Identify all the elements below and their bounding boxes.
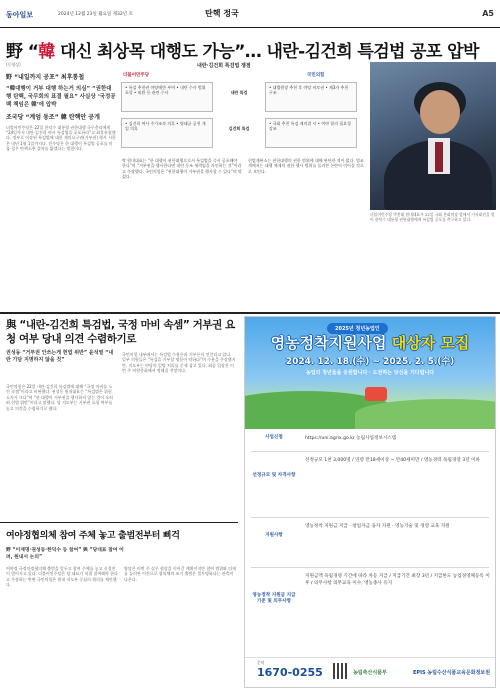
diagram-label-right: 국민의힘 — [307, 73, 325, 78]
article-left-column — [6, 62, 116, 151]
article-body-right: 헌법재판소는 권한대행의 권한 범위에 대해 판단한 적이 없다. 법조계에서는 대행 체제의 권한 행사 범위를 둘러싼 논란이 이어질 것으로 보인다. — [248, 158, 364, 174]
headline-highlight: 韓 — [38, 42, 55, 62]
phone-number[interactable]: 1670-0255 — [257, 666, 323, 679]
ad-row-criteria: 영농정착 지원금 지급기준 및 의무사항 지원금액 독립경영 기간에 따라 차등 지급 / 지급기간 최장 3년 / 지급한도 농업경영체등록 이후 / 의무사항 의무교육 이수, 영농종사 유지 — [252, 574, 490, 604]
ad-divider — [251, 451, 489, 452]
subheadline-1: 野 “내일까지 공포” 최후통첩 — [6, 74, 85, 81]
epis-logo: EPIS 농림수산식품교육문화정보원 — [413, 670, 491, 676]
tractor-icon — [365, 387, 387, 401]
diagram-box-2: • 대법원장 추천 후 야당 비토권 • 제3자 추천 구조 — [265, 82, 357, 112]
ad-divider — [251, 567, 489, 568]
diagram-label-left: 더불어민주당 — [123, 73, 150, 78]
ad-title: 영농정착지원사업 대상자 모집 — [270, 334, 470, 352]
newspaper-logo: 동아일보 — [6, 11, 34, 19]
main-headline: 野 “韓 대신 최상목 대행도 가능”… 내란-김건희 특검법 공포 압박 — [6, 42, 479, 62]
ad-pill: 2025년 청년농업인 — [327, 323, 388, 334]
issue-date: 2024년 12월 23일 월요일 제32년 호 — [58, 12, 133, 17]
article-body-left: 더불어민주당은 22일 한덕수 대통령 권한대행 국무총리에게 “24일까지 내란·김건희 여사 특검법을 공포하라”고 최후통첩했다. 정부로 이송된 특검법에 대한 재의요구권(거부권) 행사 시한은 내년 1월 1일까지다. 민주당은 한 대행이 특검법 공포를 미룰 경우 탄핵소추 절차를 밟겠다는 방침이다. — [6, 125, 116, 151]
article2-subheadline: 권성동 “거부권 안쓰는게 헌법 위반” 윤석열 “내란 가담 지명하지 않을 것” — [6, 350, 114, 363]
article3-body-2: 양당은 이번 주 실무 협상을 이어갈 계획이지만 참여 범위와 의제를 둘러싼 이견으로 협의체의 조기 출범은 불투명하다는 관측이 나온다. — [124, 566, 236, 582]
field-hill-right — [355, 399, 495, 429]
article-divider — [0, 522, 238, 523]
article3-headline: 여야정협의체 참여 주체 놓고 출범전부터 삐걱 — [6, 531, 180, 541]
diagram-title: 내란·김건희 특검법 쟁점 — [197, 63, 251, 69]
article2-headline: 與 “내란-김건희 특검법, 국정 마비 속셈” 거부권 요청 여부 당내 의견 수렴하기로 — [6, 319, 235, 345]
article2-body-1: 국민의힘은 22일 내란·김건희 특검법에 대해 “국정 마비를 노린 속셈”이라고 비판했다. 권성동 원내대표는 “특검법은 위헌 소지가 크다”며 “한 대행이 거부권을 행사하지 않는 것이 오히려 헌법 위반”이라고 말했다. 당 지도부는 거부권 요청 여부를 놓고 의견을 수렴하기로 했다. — [6, 384, 114, 411]
ad-footer — [245, 657, 495, 687]
ad-slogan: 농업의 청년들을 응원합니다 · 도전하는 당신을 기다립니다 — [305, 370, 435, 376]
article3-subheadline: 野 “이재명·권성동·한덕수 등 참여” 與 “당대표 참여 어려, 원내서 논의” — [6, 548, 124, 560]
ad-dates: 2024. 12. 18.(수) ~ 2025. 2. 5.(수) — [285, 357, 455, 367]
section-title: 탄핵 정국 — [205, 9, 239, 18]
subheadline-2: “韓대행이 거부 대행 하는거 의심” “권한대행 탄핵, 국무회의 표결 필요” 사실상 ‘국정공백 책임은 韓’에 압박 — [6, 86, 116, 108]
byline: (동영상) — [6, 62, 21, 67]
photo-face — [420, 90, 460, 134]
advertisement — [244, 316, 496, 688]
masthead — [0, 0, 500, 28]
photo-caption: 더불어민주당 박찬대 원내대표가 22일 국회 본회의장 앞에서 기자회견을 열어 한덕수 대통령 권한대행에게 특검법 공포를 촉구하고 있다. — [370, 212, 495, 222]
page-number: A5 — [482, 9, 494, 18]
ministry-logo: 농림축산식품부 — [353, 670, 387, 676]
article-body-mid: 박 원내대표는 “한 대행이 권한대행으로서 특검법을 즉시 공포해야 한다”며 “거부권을 행사한다면 내란 동조 세력임을 자인하는 것”이라고 주장했다. 국민의힘은 “권한대행이 거부권을 행사할 수 있다”며 맞섰다. — [122, 158, 242, 179]
article3-body-1: 여야정 국정안정협의체 출범을 앞두고 참여 주체를 놓고 신경전이 벌어지고 있다. 더불어민주당은 당 대표가 직접 참여해야 한다고 주장하는 반면 국민의힘은 원내 지도부 중심의 협의를 제안했다. — [6, 566, 118, 588]
section-divider — [0, 312, 500, 314]
ad-row-support: 지원사항 영농정착 지원금 지급 · 창업자금 융자 지원 · 영농기술 및 경영 교육 지원 — [265, 524, 450, 538]
diagram-center-bottom: 김건희 특검 — [228, 126, 250, 131]
ad-divider — [251, 517, 489, 518]
diagram-center-top: 내란 특검 — [230, 90, 248, 95]
ad-row-apply: 사업신청 https://uni.agrix.go.kr 농림사업정보시스템 — [251, 435, 491, 449]
diagram-box-1: • 특검 추천권 야당에만 부여 • 내란 수사 범위 포괄 • 외환 등 관련 수사 — [121, 82, 213, 112]
special-prosecutor-diagram — [117, 62, 362, 212]
subheadline-3: 조국당 “계엄 동조” 韓 탄핵안 공개 — [6, 114, 100, 121]
photo-tie — [435, 142, 443, 172]
ad-apply-url[interactable]: https://uni.agrix.go.kr 농림사업정보시스템 — [305, 436, 397, 441]
qr-code-icon[interactable] — [333, 663, 349, 679]
diagram-box-4: • 국회 추천 특검 재의결 시 • 여야 합의 필요성 강조 — [265, 118, 357, 148]
article2-body-2: 국민의힘 내부에서는 특검법 수용론과 거부론이 엇갈리고 있다. 일부 의원들은 “특검을 거부할 명분이 약하다”며 수용을 주장했지만, 지도부는 야당의 일방 처리를 문제 삼고 있다. 최종 입장은 이번 주 의원총회에서 정해질 전망이다. — [122, 352, 236, 374]
diagram-box-3: • 김건희 여사 주가조작 의혹 • 명태균 공천 개입 의혹 — [121, 118, 213, 148]
ad-banner — [245, 317, 495, 429]
ad-row-eligibility: 선정규모 및 자격사항 선정규모 1천 3,000명 / 연령 만18세이상 ~ 만40세미만 / 영농경력 독립경영 3년 이하 — [252, 458, 480, 478]
phone-label: 문의 — [257, 660, 265, 665]
article-photo — [370, 62, 496, 210]
